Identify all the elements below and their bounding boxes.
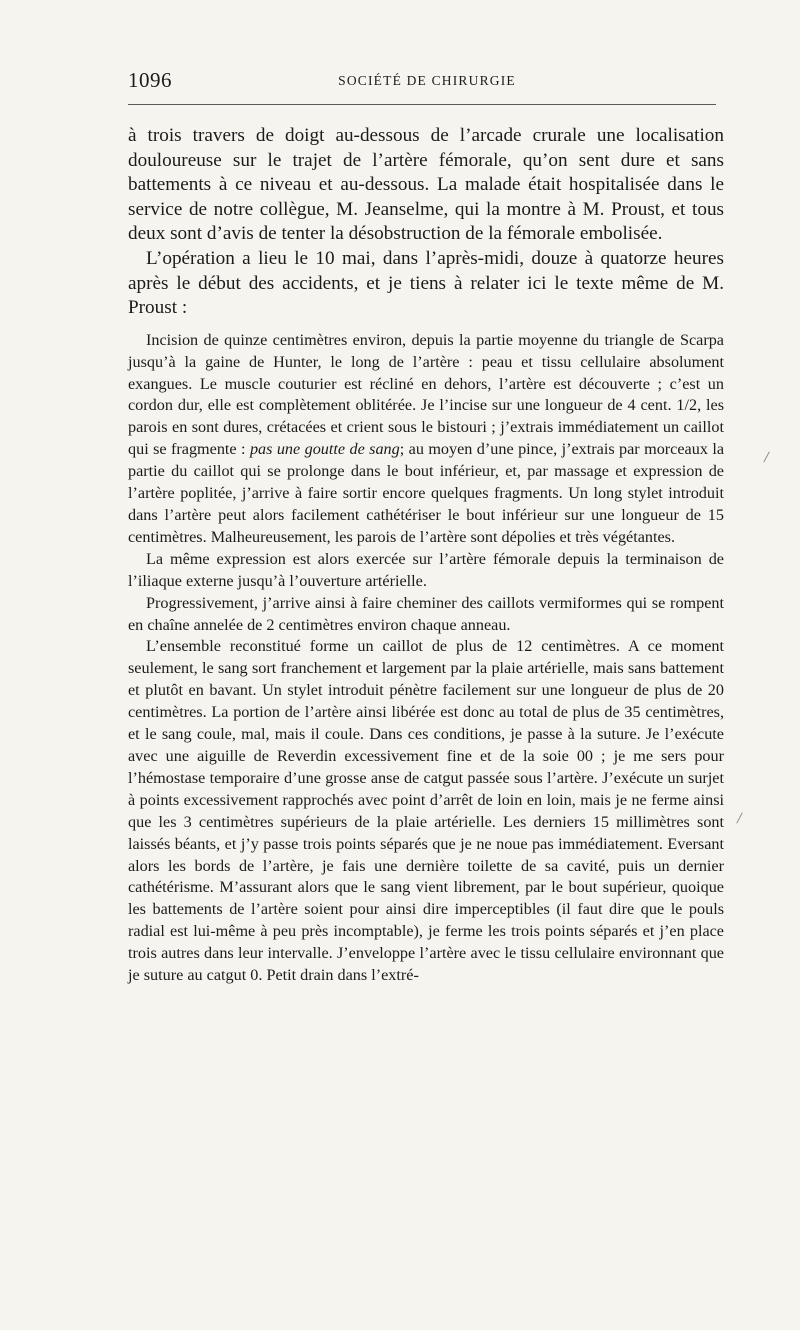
- page-number: 1096: [128, 68, 172, 92]
- margin-mark: [763, 451, 770, 462]
- margin-mark: [736, 812, 743, 823]
- running-head: SOCIÉTÉ DE CHIRURGIE: [338, 73, 516, 88]
- quote-italic-emphasis: pas une goutte de sang: [249, 440, 400, 459]
- quote-paragraph-3: Progressivement, j’arrive ainsi à faire cheminer des caillots vermiformes qui se rompent en chaîne annelée de 2 centimètres environ chaque anneau.: [128, 593, 724, 634]
- quote-paragraph-1-end: ; au moyen d’une pince, j’extrais par morceaux la partie du caillot qui se prolonge dans le bout inférieur, et, par massage et expression de l’artère poplitée, j’arrive à faire sortir encore quelques fragments. Un long stylet introduit dans l’artère peut alors facilement cathétériser le bout inférieur sur une longueur de 15 centimètres. Malheureusement, les parois de l’artère sont dépolies et très végétantes.: [128, 440, 725, 546]
- quote-paragraph-1: [128, 330, 724, 549]
- intro-paragraph-2: L’opération a lieu le 10 mai, dans l’après-midi, douze à quatorze heures après le début des accidents, et je tiens à relater ici le texte même de M. Proust :: [128, 247, 724, 319]
- intro-paragraph-1: à trois travers de doigt au-dessous de l’arcade crurale une localisation douloureuse sur le trajet de l’artère fémorale, qu’on sent dure et sans battements à ce niveau et au-dessous. La malade était hospitalisée dans le service de notre collègue, M. Jeanselme, qui la montre à M. Proust, et tous deux sont d’avis de tenter la désobstruction de la fémorale embolisée.: [128, 125, 724, 245]
- quote-paragraph-1-start: Incision de quinze centimètres environ, depuis la partie moyenne du triangle de Scarpa jusqu’à la gaine de Hunter, le long de l’artère : peau et tissu cellulaire absolument exangues. Le muscle couturier est récliné en dehors, l’artère est découverte ; c’est un cordon dur, elle est complètement oblitérée. Je l’incise sur une longueur de 4 cent. 1/2, les parois en sont dures, crétacées et crient sous le bistouri ; j’extrais immédiatement un caillot qui se fragmente :: [128, 330, 724, 459]
- quoted-operation-report: [128, 330, 724, 987]
- body-text: [128, 124, 724, 987]
- quote-paragraph-4: L’ensemble reconstitué forme un caillot de plus de 12 centimètres. A ce moment seulement, le sang sort franchement et largement par la plaie artérielle, mais sans battement et plutôt en bavant. Un stylet introduit pénètre facilement sur une longueur de plus de 20 centimètres. La portion de l’artère ainsi libérée est donc au total de plus de 35 centimètres, et le sang coule, mal, mais il coule. Dans ces conditions, je passe à la suture. Je l’exécute avec une aiguille de Reverdin excessivement fine et de la soie 00 ; je me sers pour l’hémostase temporaire d’une grosse anse de catgut passée sous l’artère. J’exécute un surjet à points excessivement rapprochés avec point d’arrêt de loin en loin, mais je ne ferme ainsi que les 3 centimètres supérieurs de la plaie artérielle. Les derniers 15 millimètres sont laissés béants, et j’y passe trois points séparés que je ne noue pas immédiatement. Eversant alors les bords de l’artère, je fais une dernière toilette de sa cavité, puis un dernier cathétérisme. M’assurant alors que le sang vient librement, par le bout supérieur, quoique les battements de l’artère soient pour ainsi dire imperceptibles (il faut dire que le pouls radial est lui-même à peu près incomptable), je ferme les trois points séparés et j’en place trois autres dans leur intervalle. J’enveloppe l’artère avec le tissu cellulaire environnant que je suture au catgut 0. Petit drain dans l’extré-: [128, 637, 724, 985]
- page-header: [128, 68, 726, 98]
- quote-paragraph-2: La même expression est alors exercée sur l’artère fémorale depuis la terminaison de l’iliaque externe jusqu’à l’ouverture artérielle.: [128, 549, 724, 590]
- header-rule: [128, 104, 716, 105]
